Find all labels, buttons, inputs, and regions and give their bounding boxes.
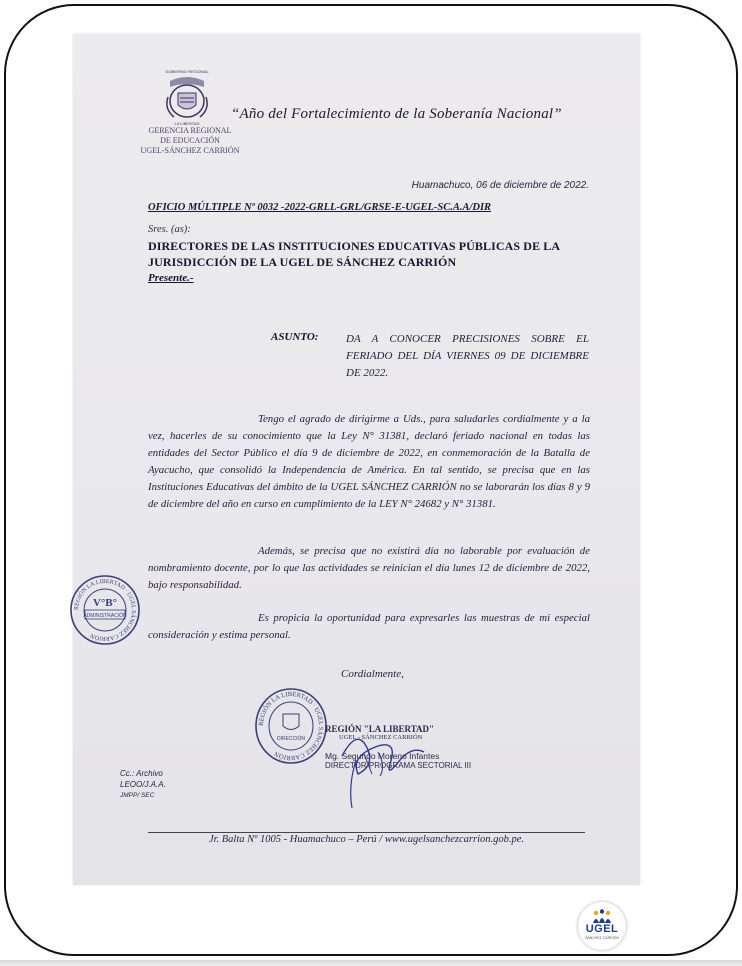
footer-divider — [148, 832, 585, 833]
ugel-logo — [578, 902, 626, 950]
letter-date: Huamachuco, 06 de diciembre de 2022. — [411, 180, 589, 191]
signatory-name: Mg. Segundo Moreno Infantes — [325, 751, 440, 761]
year-motto: “Año del Fortalecimiento de la Soberanía Nacional” — [231, 106, 562, 122]
closing: Cordialmente, — [341, 668, 404, 680]
copies-block — [120, 768, 166, 801]
office-line-2: DE EDUCACIÓN — [160, 136, 220, 145]
ugel-logo-text: UGEL — [585, 923, 619, 935]
copy-line-2: LEOO/J.A.A. — [120, 780, 166, 789]
bottom-edge — [0, 960, 742, 966]
svg-text:DIRECCIÓN: DIRECCIÓN — [276, 736, 306, 742]
body-paragraph-3: Es propicia la oportunidad para expresarles las muestras de mi especial consideración y estima personal. — [148, 612, 590, 641]
document-reference: OFICIO MÚLTIPLE Nº 0032 -2022-GRLL-GRL/GRSE-E-UGEL-SC.A.A/DIR — [148, 202, 492, 213]
salutation: Sres. (as): — [148, 224, 191, 235]
svg-text:REGIÓN LA LIBERTAD · UGEL SÁNC: REGIÓN LA LIBERTAD · UGEL SÁNCHEZ CARRIÓN — [257, 690, 325, 762]
ugel-logo-subtext: SÁNCHEZ CARRIÓN — [585, 936, 619, 940]
regional-coat-of-arms-icon — [160, 67, 214, 129]
body-paragraph-1: Tengo el agrado de dirigirme a Uds., para saludarles cordialmente y a la vez, hacerles de su conocimiento que la Ley N° 31381, declaró feriado nacional en todas las entidades del Sector Público el día 9 de diciembre de 2022, en conmemoración de la Batalla de Ayacucho, que consolidó la Independencia de América. En tal sentido, se precisa que en las Instituciones Educativas del ámbito de la UGEL SÁNCHEZ CARRIÓN no se laborarán los días 8 y 9 de diciembre del año en curso en cumplimiento de la LEY N° 24682 y N° 31381. — [148, 413, 590, 510]
ugel-figures-icon — [590, 909, 614, 923]
footer-address: Jr. Balta Nº 1005 - Huamachuco – Perú / www.ugelsanchezcarrion.gob.pe. — [208, 834, 525, 845]
approval-stamp-icon — [69, 574, 141, 646]
svg-text:LA LIBERTAD: LA LIBERTAD — [174, 121, 200, 126]
svg-text:V°B°: V°B° — [92, 597, 118, 609]
letter-photo — [73, 34, 640, 885]
office-line-1: GERENCIA REGIONAL — [148, 126, 232, 135]
signatory-ugel: UGEL - SÁNCHEZ CARRIÓN — [339, 734, 423, 741]
copy-line-1: Cc.: Archivo — [120, 769, 163, 778]
subject-text: DA A CONOCER PRECISIONES SOBRE EL FERIADO DEL DÍA VIERNES 09 DE DICIEMBRE DE 2022. — [346, 333, 589, 379]
handwritten-signature-icon — [328, 716, 438, 811]
signatory-region: REGIÓN "LA LIBERTAD" — [325, 724, 435, 734]
presente: Presente.- — [148, 272, 194, 284]
svg-text:REGIÓN LA LIBERTAD · UGEL SÁNC: REGIÓN LA LIBERTAD · UGEL SÁNCHEZ CARRIÓN — [73, 578, 137, 642]
svg-text:GOBIERNO REGIONAL: GOBIERNO REGIONAL — [165, 69, 209, 74]
subject-label: ASUNTO: — [271, 331, 319, 343]
copy-line-3: JMPP/ SEC — [120, 792, 155, 799]
recipients: DIRECTORES DE LAS INSTITUCIONES EDUCATIVAS PÚBLICAS DE LA JURISDICCIÓN DE LA UGEL DE SÁNCHEZ CARRIÓN — [148, 239, 560, 269]
signatory-title: DIRECTOR PROGRAMA SECTORIAL III — [325, 761, 472, 770]
body-paragraph-2: Además, se precisa que no existirá día no laborable por evaluación de nombramiento docente, por lo que las actividades se reinician el día lunes 12 de diciembre de 2022, bajo responsabilidad. — [148, 545, 590, 591]
direction-seal-icon — [255, 688, 327, 764]
svg-text:ADMINISTRACIÓN: ADMINISTRACIÓN — [83, 613, 127, 619]
issuing-office — [135, 126, 245, 156]
office-line-3: UGEL-SÁNCHEZ CARRIÓN — [140, 146, 240, 155]
